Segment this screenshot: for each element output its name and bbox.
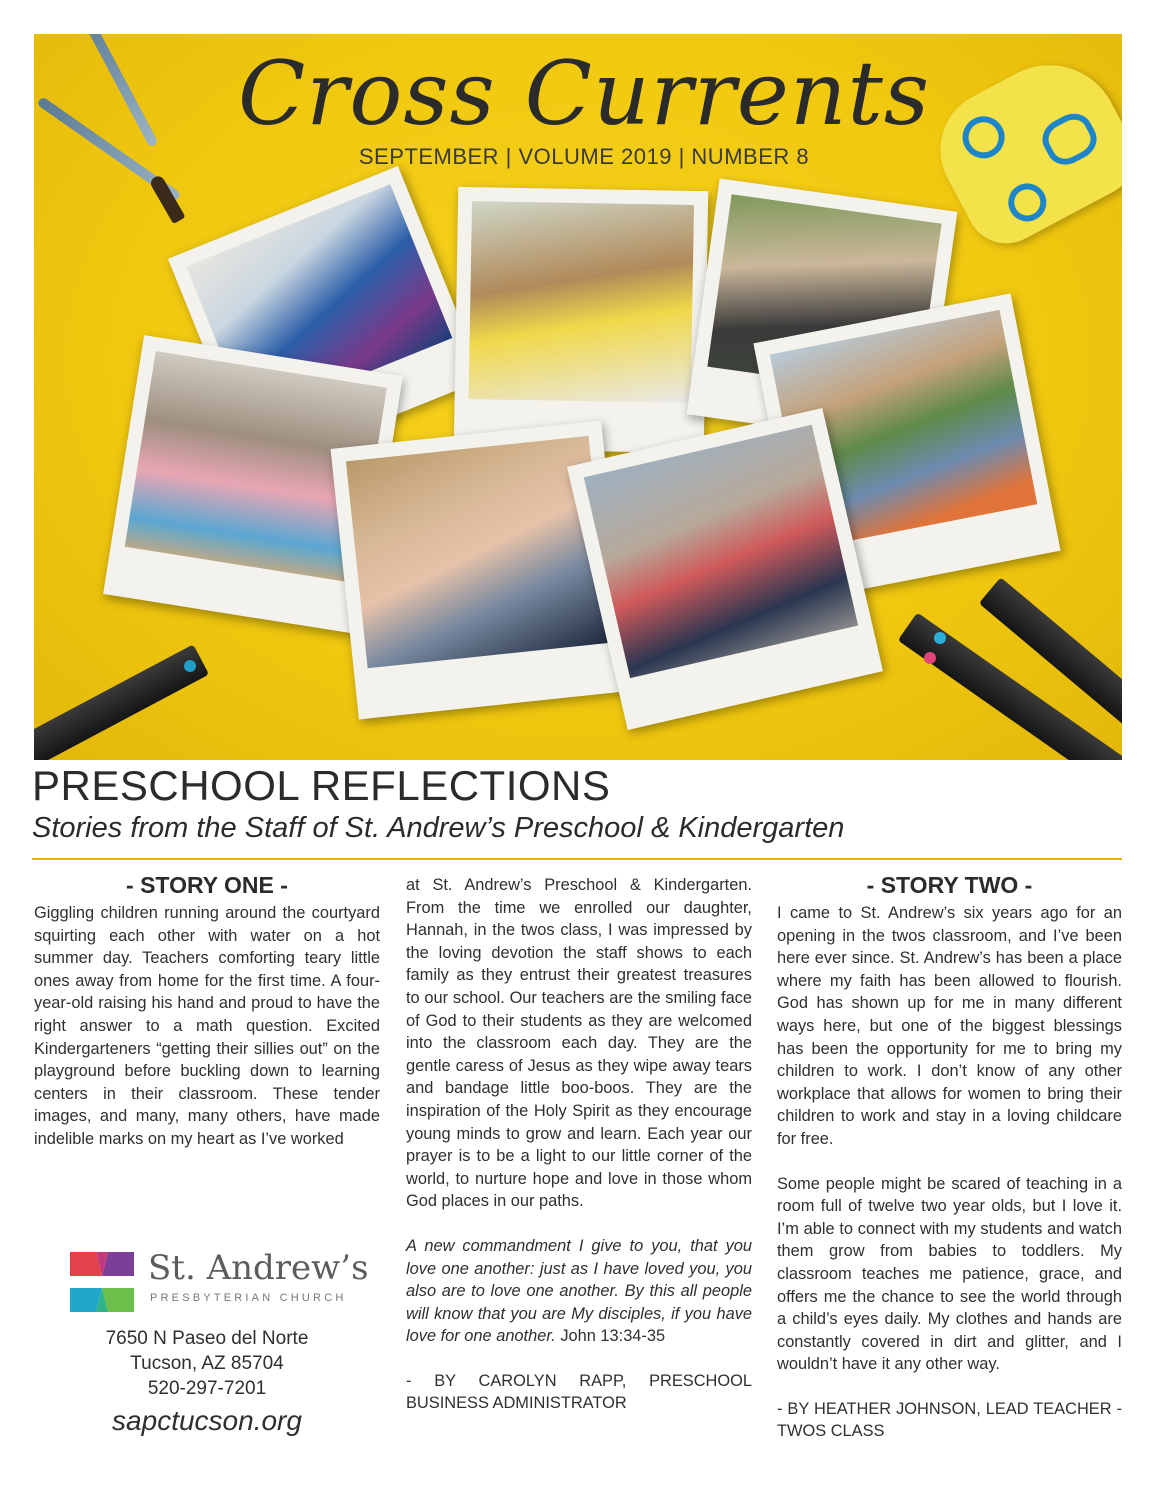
story-one-column-2 bbox=[406, 874, 752, 1415]
story-one-heading: - STORY ONE - bbox=[126, 872, 288, 898]
colored-pencil-image bbox=[34, 644, 209, 760]
story-two-paragraph: I came to St. Andrew’s six years ago for an opening in the twos classroom, and I’ve been here ever since. St. Andrew’s has been a place where my faith has been allowed to flourish. God has shown up for me in many different ways here, but one of the biggest blessings has been the opportunity for me to bring my children to work. I don’t know of any other workplace that allows for women to bring their children to work and stay in a loving childcare for free. bbox=[777, 904, 1122, 1148]
masthead-issue-info: SEPTEMBER | VOLUME 2019 | NUMBER 8 bbox=[358, 144, 810, 169]
church-website-link[interactable]: sapctucson.org bbox=[112, 1405, 302, 1436]
cover-photo bbox=[34, 34, 1122, 760]
church-name: St. Andrew’s bbox=[148, 1248, 369, 1288]
church-address-line-2: Tucson, AZ 85704 bbox=[130, 1353, 284, 1374]
masthead-title: Cross Currents bbox=[237, 42, 931, 145]
story-two-byline: - BY HEATHER JOHNSON, LEAD TEACHER - TWOS CLASS bbox=[777, 1399, 1122, 1441]
church-subname: PRESBYTERIAN CHURCH bbox=[150, 1292, 347, 1304]
story-one-paragraph: at St. Andrew’s Preschool & Kindergarten. From the time we enrolled our daughter, Hannah, in the twos class, I was impressed by the loving devotion the staff shows to each family as they entrust their greatest treasures to our school. Our teachers are the smiling face of God to their students as they are welcomed into the classroom each day. They are the gentle caress of Jesus as they wipe away tears and bandage little boo-boos. They are the inspiration of the Holy Spirit as they encourage young minds to grow and learn. Each year our prayer is to be a light to our little corner of the world, to nurture hope and love in those whom God places in our paths. bbox=[406, 876, 752, 1211]
page-subtitle: Stories from the Staff of St. Andrew’s Preschool & Kindergarten bbox=[32, 812, 845, 844]
story-two-heading: - STORY TWO - bbox=[866, 872, 1033, 898]
story-one-paragraph: Giggling children running around the courtyard squirting each other with water on a hot summer day. Teachers comforting teary little ones away from home for the first time. A four-year-old raising his hand and proud to have the right answer to a math question. Excited Kindergarteners “getting their sillies out” on the playground before buckling down to learning centers in their classroom. These tender images, and many, many others, have made indelible marks on my heart as I’ve worked bbox=[34, 904, 380, 1148]
scripture-reference: John 13:34-35 bbox=[560, 1327, 666, 1346]
paintbrush-bristles-image bbox=[148, 174, 185, 224]
polaroid-photo-girl-pegboard bbox=[454, 187, 709, 453]
church-cross-logo-icon bbox=[66, 1246, 138, 1318]
church-logo bbox=[58, 1240, 369, 1324]
story-one-byline: - BY CAROLYN RAPP, PRESCHOOL BUSINESS ADMINISTRATOR bbox=[406, 1371, 752, 1413]
church-address-line-1: 7650 N Paseo del Norte bbox=[105, 1328, 309, 1349]
page-title: PRESCHOOL REFLECTIONS bbox=[32, 762, 611, 809]
story-two-column bbox=[777, 902, 1122, 1443]
church-phone: 520-297-7201 bbox=[147, 1378, 267, 1399]
story-one-column-1 bbox=[34, 902, 380, 1151]
scripture-quote: A new commandment I give to you, that you love one another: just as I have loved you, you also are to love one another. By this all people will know that you are My disciples, if you have love for one another. John 13:34-35 bbox=[406, 1236, 752, 1346]
story-two-paragraph: Some people might be scared of teaching in a room full of twelve two year olds, but I love it. I’m able to connect with my students and watch them grow from babies to toddlers. My classroom teaches me patience, grace, and offers me the chance to see the world through a child’s eyes daily. My clothes and hands are constantly covered in dirt and glitter, and I wouldn’t have it any other way. bbox=[777, 1174, 1122, 1374]
divider bbox=[32, 858, 1122, 860]
